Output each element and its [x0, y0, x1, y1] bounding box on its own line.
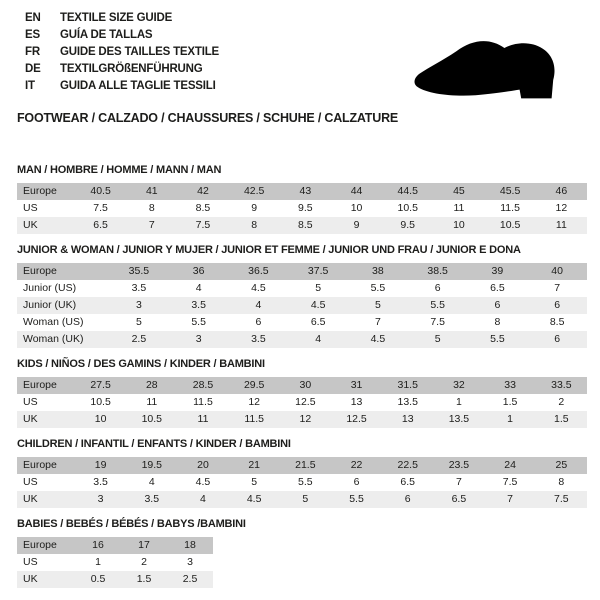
size-cell: 13.5	[397, 396, 418, 408]
size-cell: 46	[536, 183, 587, 200]
row-label: US	[23, 556, 38, 568]
size-cell: 16	[75, 537, 121, 554]
size-cell: 7.5	[93, 202, 108, 214]
size-cell: 11	[146, 396, 158, 408]
row-label: UK	[17, 491, 75, 508]
size-cell: 4	[195, 282, 202, 294]
size-cell: 5	[251, 476, 258, 488]
size-cell: 31.5	[382, 377, 433, 394]
language-label: GUIDE DES TAILLES TEXTILE	[60, 46, 219, 58]
size-table	[17, 377, 587, 428]
size-cell: 6	[527, 331, 587, 348]
size-cell: 8	[494, 316, 501, 328]
row-label: UK	[17, 411, 75, 428]
size-cell: 21	[229, 457, 280, 474]
size-cell: 7	[455, 476, 462, 488]
size-cell: 22.5	[382, 457, 433, 474]
size-cell: 36.5	[229, 263, 289, 280]
size-cell: 6	[255, 316, 262, 328]
table-title: BABIES / BEBÉS / BÉBÉS / BABYS /BAMBINI	[17, 518, 246, 530]
table-row	[17, 297, 587, 314]
table-row	[17, 491, 587, 508]
size-cell: 0.5	[75, 571, 121, 588]
language-row-it	[25, 78, 219, 95]
size-cell: 8.5	[549, 316, 565, 328]
size-cell: 6.5	[75, 217, 126, 234]
size-cell: 5.5	[298, 476, 313, 488]
size-cell: 3.5	[126, 491, 177, 508]
size-cell: 11.5	[500, 202, 520, 214]
table-row	[17, 263, 587, 280]
row-label: Junior (US)	[23, 282, 77, 294]
size-cell: 10.5	[90, 396, 111, 408]
row-label: Europe	[17, 263, 109, 280]
table-row	[17, 411, 587, 428]
row-label: UK	[17, 571, 75, 588]
size-cell: 45.5	[485, 183, 536, 200]
size-table-section	[17, 244, 587, 348]
row-label: Woman (US)	[23, 316, 84, 328]
size-cell: 13	[350, 396, 363, 408]
size-cell: 45	[433, 183, 484, 200]
size-cell: 36	[169, 263, 229, 280]
size-cell: 10.5	[397, 202, 418, 214]
table-row	[17, 537, 213, 554]
size-cell: 4	[148, 476, 155, 488]
shoe-icon-path	[415, 41, 555, 98]
size-cell: 7.5	[177, 217, 228, 234]
language-code: DE	[25, 63, 41, 75]
size-cell: 6.5	[310, 316, 326, 328]
table-title: JUNIOR & WOMAN / JUNIOR Y MUJER / JUNIOR ET FEMME / JUNIOR UND FRAU / JUNIOR E DONA	[17, 244, 521, 256]
size-cell: 6.5	[400, 476, 416, 488]
size-cell: 4.5	[251, 282, 266, 294]
size-cell: 25	[536, 457, 587, 474]
table-row	[17, 474, 587, 491]
size-cell: 29.5	[229, 377, 280, 394]
table-row	[17, 377, 587, 394]
size-cell: 8	[558, 476, 565, 488]
size-cell: 11.5	[229, 411, 280, 428]
table-row	[17, 554, 213, 571]
size-cell: 8.5	[195, 202, 211, 214]
row-label: US	[23, 476, 38, 488]
size-cell: 4	[229, 297, 289, 314]
size-cell: 5.5	[191, 316, 206, 328]
language-code: IT	[25, 80, 35, 92]
size-cell: 11	[536, 217, 587, 234]
size-cell: 27.5	[75, 377, 126, 394]
size-cell: 5	[135, 316, 142, 328]
size-cell: 10	[75, 411, 126, 428]
size-cell: 4.5	[229, 491, 280, 508]
size-cell: 1.5	[121, 571, 167, 588]
size-table-section	[17, 358, 587, 428]
size-cell: 7.5	[430, 316, 445, 328]
size-table-section	[17, 164, 587, 234]
size-cell: 3	[187, 556, 193, 568]
size-table	[17, 263, 587, 348]
size-cell: 4	[177, 491, 228, 508]
language-label: GUÍA DE TALLAS	[60, 29, 153, 41]
size-cell: 6	[382, 491, 433, 508]
row-label: Europe	[17, 183, 75, 200]
size-cell: 5	[348, 297, 408, 314]
table-row	[17, 217, 587, 234]
size-cell: 6	[353, 476, 360, 488]
size-cell: 11.5	[193, 396, 213, 408]
size-cell: 30	[280, 377, 331, 394]
language-code: ES	[25, 29, 40, 41]
size-cell: 2	[558, 396, 565, 408]
language-row-fr	[25, 44, 219, 61]
size-cell: 5	[280, 491, 331, 508]
size-cell: 3.5	[169, 297, 229, 314]
language-row-en	[25, 10, 219, 27]
size-cell: 2.5	[167, 571, 213, 588]
size-cell: 3	[169, 331, 229, 348]
size-cell: 12	[248, 396, 260, 408]
size-cell: 32	[433, 377, 484, 394]
size-cell: 5.5	[468, 331, 528, 348]
size-cell: 7.5	[502, 476, 518, 488]
row-label: Europe	[17, 457, 75, 474]
shoe-icon	[398, 24, 582, 104]
size-cell: 11	[453, 202, 465, 214]
size-cell: 10	[350, 202, 363, 214]
table-row	[17, 331, 587, 348]
size-cell: 1	[485, 411, 536, 428]
size-cell: 6	[527, 297, 587, 314]
size-cell: 10.5	[485, 217, 536, 234]
size-table-section	[17, 438, 587, 508]
size-cell: 23.5	[433, 457, 484, 474]
size-table-section	[17, 518, 587, 588]
table-row	[17, 280, 587, 297]
size-cell: 9.5	[298, 202, 313, 214]
size-cell: 28.5	[177, 377, 228, 394]
size-cell: 43	[280, 183, 331, 200]
size-cell: 10	[433, 217, 484, 234]
size-cell: 19.5	[126, 457, 177, 474]
size-cell: 11	[177, 411, 228, 428]
size-cell: 18	[167, 537, 213, 554]
size-cell: 2.5	[109, 331, 169, 348]
size-cell: 7	[485, 491, 536, 508]
row-label: Europe	[17, 377, 75, 394]
size-cell: 1	[95, 556, 101, 568]
size-cell: 10.5	[126, 411, 177, 428]
size-cell: 24	[485, 457, 536, 474]
size-cell: 7	[126, 217, 177, 234]
size-cell: 37.5	[288, 263, 348, 280]
row-label: Junior (UK)	[17, 297, 109, 314]
size-cell: 6.5	[490, 282, 505, 294]
size-cell: 4	[288, 331, 348, 348]
table-row	[17, 394, 587, 411]
language-label: TEXTILGRÖßENFÜHRUNG	[60, 63, 203, 75]
size-cell: 12.5	[331, 411, 382, 428]
row-label: Europe	[17, 537, 75, 554]
size-cell: 38	[348, 263, 408, 280]
size-cell: 4.5	[348, 331, 408, 348]
row-label: Woman (UK)	[17, 331, 109, 348]
row-label: US	[23, 396, 38, 408]
row-label: US	[23, 202, 38, 214]
size-cell: 5.5	[370, 282, 386, 294]
size-cell: 12.5	[295, 396, 316, 408]
table-title: MAN / HOMBRE / HOMME / MANN / MAN	[17, 164, 222, 176]
size-cell: 4.5	[195, 476, 211, 488]
size-cell: 4.5	[288, 297, 348, 314]
size-table	[17, 457, 587, 508]
size-cell: 9.5	[382, 217, 433, 234]
size-cell: 42	[177, 183, 228, 200]
language-row-es	[25, 27, 219, 44]
size-cell: 2	[141, 556, 147, 568]
size-cell: 7	[554, 282, 561, 294]
size-cell: 9	[251, 202, 258, 214]
table-row	[17, 571, 213, 588]
size-cell: 3.5	[93, 476, 108, 488]
table-row	[17, 457, 587, 474]
size-cell: 28	[126, 377, 177, 394]
size-cell: 1.5	[502, 396, 518, 408]
size-cell: 19	[75, 457, 126, 474]
size-table	[17, 183, 587, 234]
size-cell: 7	[374, 316, 381, 328]
size-cell: 38.5	[408, 263, 468, 280]
size-cell: 6	[434, 282, 441, 294]
row-label: UK	[17, 217, 75, 234]
size-cell: 7.5	[536, 491, 587, 508]
size-cell: 33	[485, 377, 536, 394]
size-cell: 8	[148, 202, 155, 214]
size-cell: 5	[315, 282, 322, 294]
size-cell: 44	[331, 183, 382, 200]
size-cell: 17	[121, 537, 167, 554]
size-cell: 3.5	[229, 331, 289, 348]
size-cell: 8	[229, 217, 280, 234]
size-cell: 1	[455, 396, 462, 408]
language-label: GUIDA ALLE TAGLIE TESSILI	[60, 80, 216, 92]
size-cell: 35.5	[109, 263, 169, 280]
table-row	[17, 314, 587, 331]
size-cell: 44.5	[382, 183, 433, 200]
size-cell: 5.5	[408, 297, 468, 314]
table-title: CHILDREN / INFANTIL / ENFANTS / KINDER / BAMBINI	[17, 438, 291, 450]
size-cell: 20	[177, 457, 228, 474]
size-cell: 42.5	[229, 183, 280, 200]
table-row	[17, 183, 587, 200]
size-table	[17, 537, 213, 588]
size-cell: 8.5	[280, 217, 331, 234]
size-cell: 1.5	[536, 411, 587, 428]
size-cell: 3.5	[131, 282, 147, 294]
size-cell: 13	[382, 411, 433, 428]
table-row	[17, 200, 587, 217]
size-cell: 40	[527, 263, 587, 280]
language-label: TEXTILE SIZE GUIDE	[60, 12, 173, 24]
size-cell: 6.5	[433, 491, 484, 508]
language-list	[25, 10, 219, 95]
size-cell: 39	[468, 263, 528, 280]
size-cell: 41	[126, 183, 177, 200]
language-code: EN	[25, 12, 41, 24]
language-row-de	[25, 61, 219, 78]
size-cell: 21.5	[280, 457, 331, 474]
size-cell: 3	[75, 491, 126, 508]
size-cell: 31	[331, 377, 382, 394]
size-cell: 22	[331, 457, 382, 474]
size-cell: 6	[468, 297, 528, 314]
table-title: KIDS / NIÑOS / DES GAMINS / KINDER / BAMBINI	[17, 358, 265, 370]
size-cell: 5	[408, 331, 468, 348]
size-cell: 40.5	[75, 183, 126, 200]
size-cell: 5.5	[331, 491, 382, 508]
size-cell: 12	[555, 202, 568, 214]
size-cell: 3	[109, 297, 169, 314]
language-code: FR	[25, 46, 40, 58]
size-cell: 13.5	[433, 411, 484, 428]
category-heading: FOOTWEAR / CALZADO / CHAUSSURES / SCHUHE / CALZATURE	[17, 111, 399, 125]
size-tables	[17, 164, 587, 588]
size-cell: 9	[331, 217, 382, 234]
size-cell: 12	[280, 411, 331, 428]
size-cell: 33.5	[536, 377, 587, 394]
